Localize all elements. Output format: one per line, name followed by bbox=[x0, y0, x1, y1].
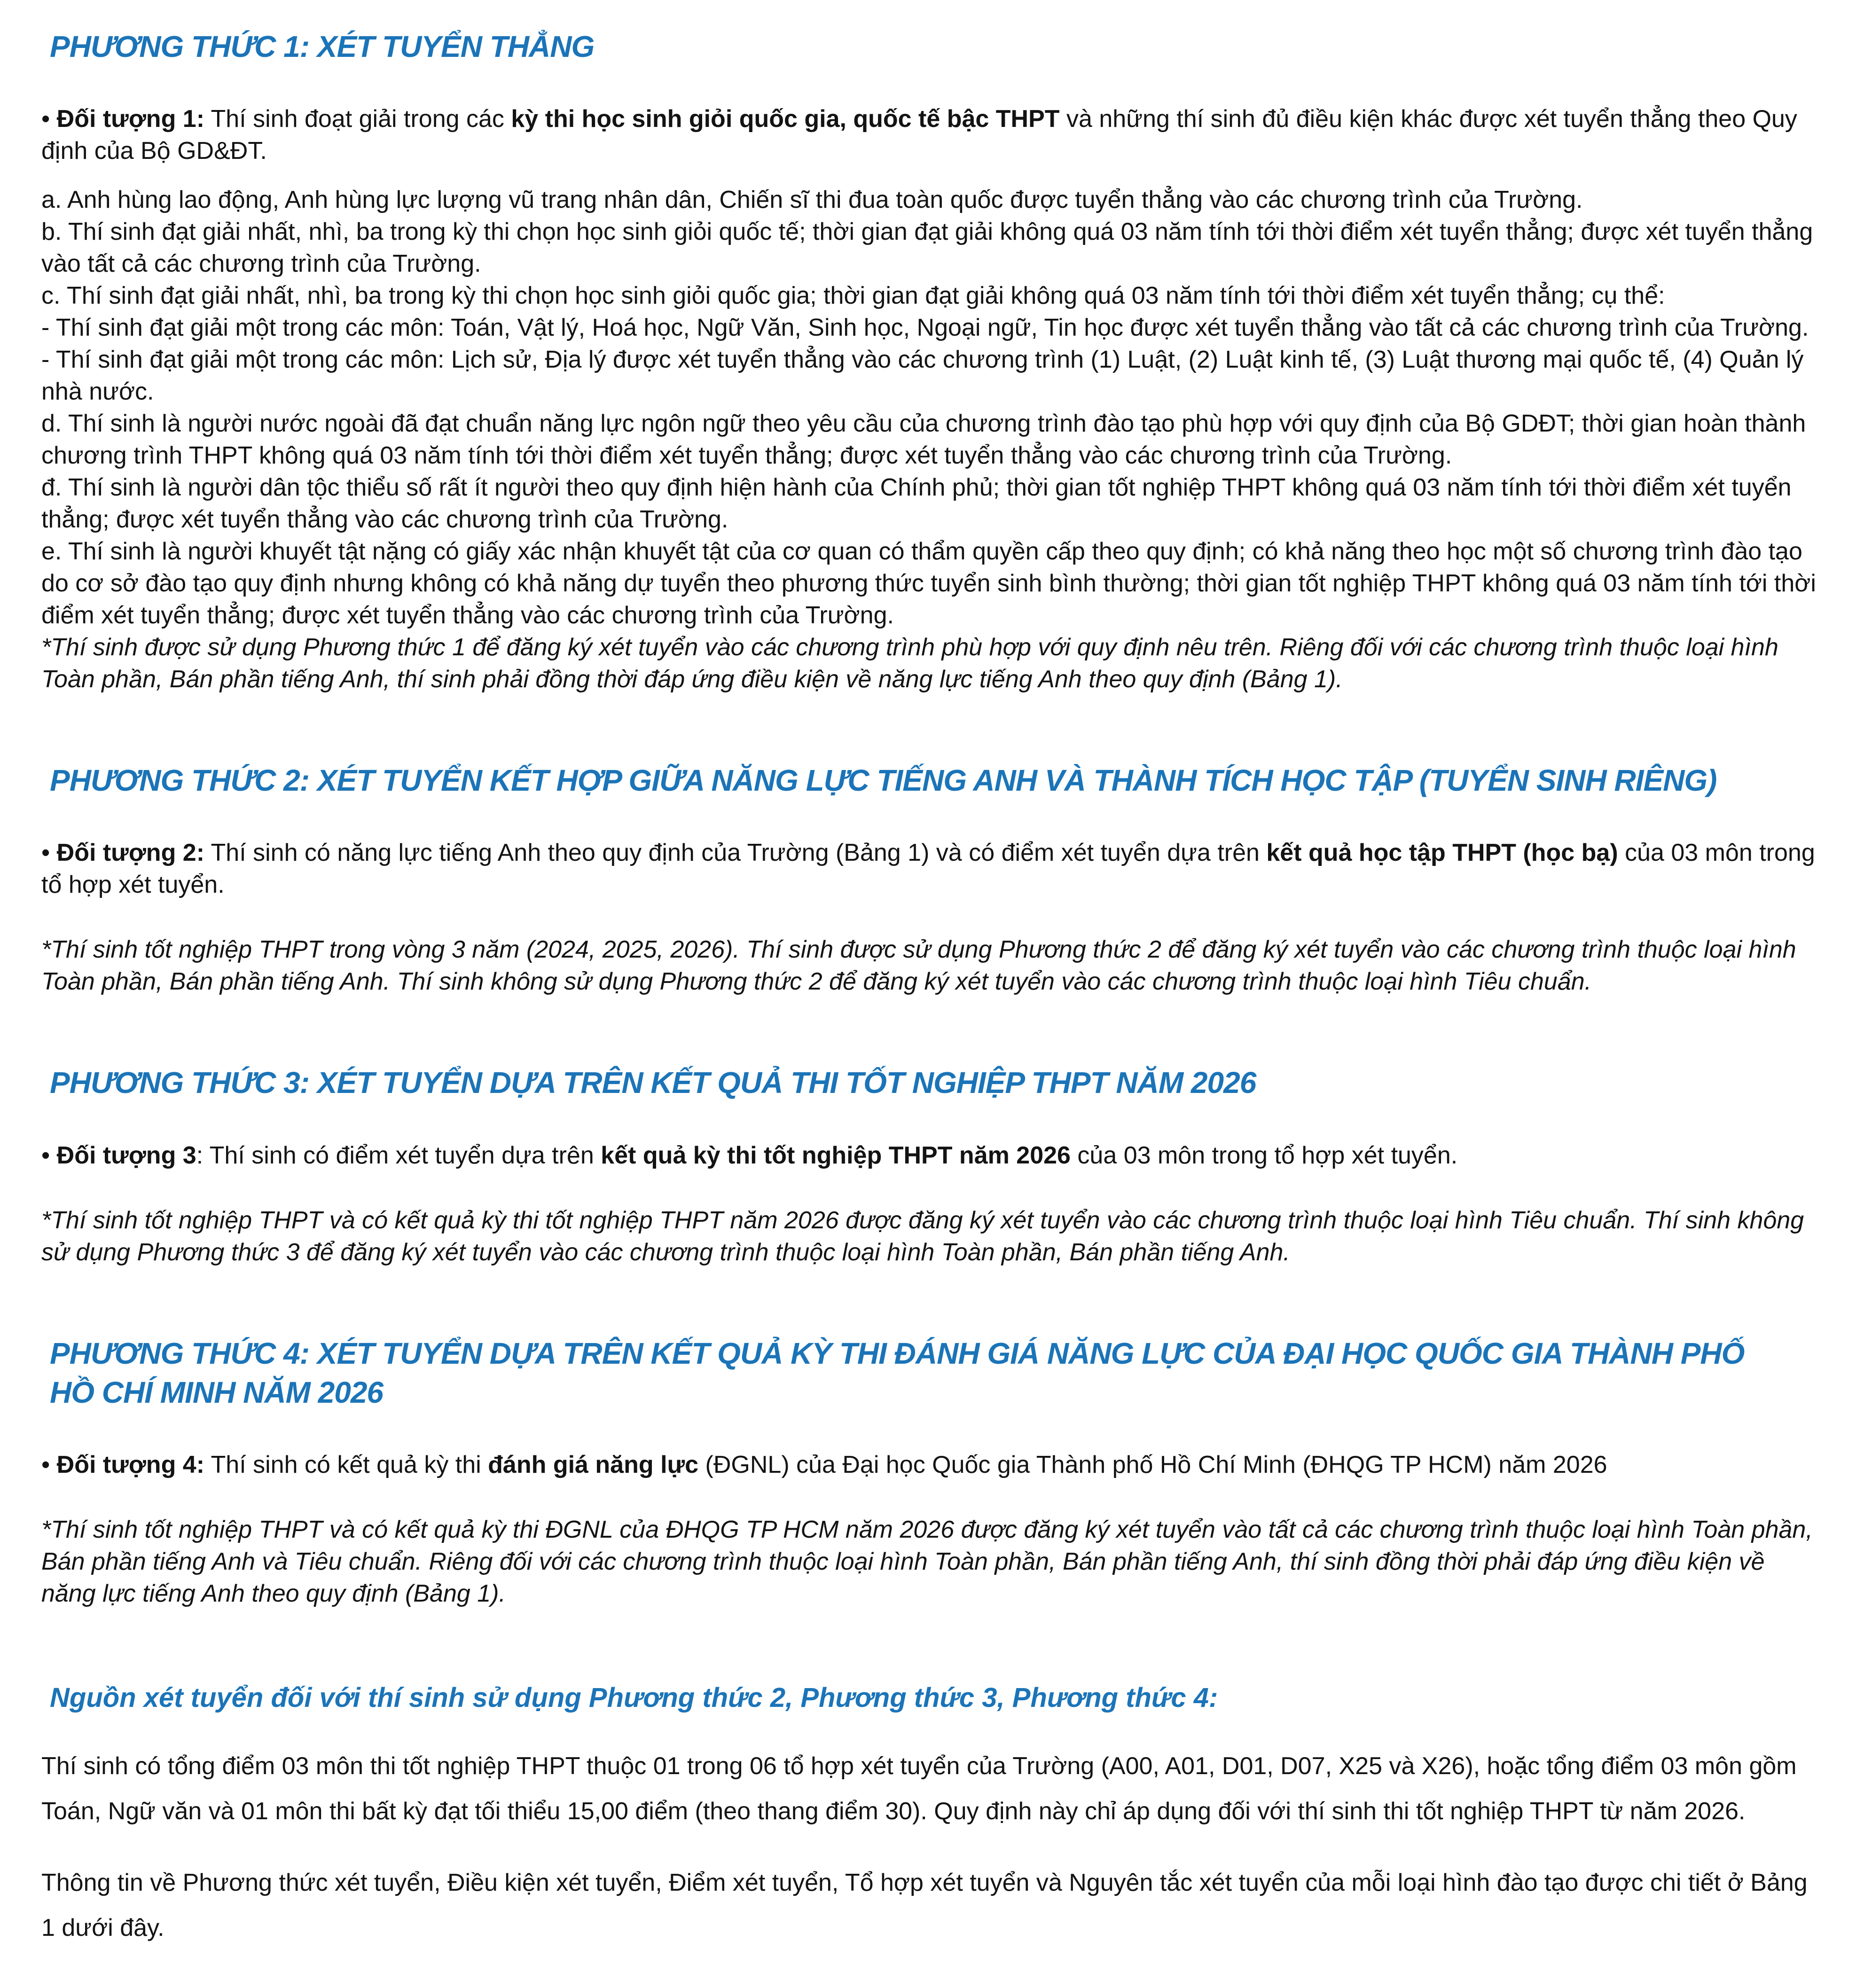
admission-source-paragraph: Thí sinh có tổng điểm 03 môn thi tốt nghiệp THPT thuộc 01 trong 06 tổ hợp xét tuyển của Trường (A00, A01, D01, D07, X25 và X26), hoặc tổng điểm 03 môn gồm Toán, Ngữ văn và 01 môn thi bất kỳ đạt tối thiểu 15,00 điểm (theo thang điểm 30). Quy định này chỉ áp dụng đối với thí sinh thi tốt nghiệp THPT từ năm 2026. bbox=[41, 1752, 1797, 1825]
method-1-item-c-dash-2: - Thí sinh đạt giải một trong các môn: Lịch sử, Địa lý được xét tuyển thẳng vào các chương trình (1) Luật, (2) Luật kinh tế, (3) Luật thương mại quốc tế, (4) Quản lý nhà nước. bbox=[41, 346, 1804, 406]
method-4-heading: PHƯƠNG THỨC 4: XÉT TUYỂN DỰA TRÊN KẾT QUẢ KỲ THI ĐÁNH GIÁ NĂNG LỰC CỦA ĐẠI HỌC QUỐC GIA THÀNH PHỐ HỒ CHÍ MINH NĂM 2026 bbox=[50, 1336, 1745, 1409]
method-1-item-b: b. Thí sinh đạt giải nhất, nhì, ba trong kỳ thi chọn học sinh giỏi quốc tế; thời gian đạt giải không quá 03 năm tính tới thời điểm xét tuyển thẳng; được xét tuyển thẳng vào tất cả các chương trình của Trường. bbox=[41, 218, 1813, 278]
section-method-1 bbox=[41, 27, 1818, 695]
method-1-item-e: e. Thí sinh là người khuyết tật nặng có giấy xác nhận khuyết tật của cơ quan có thẩm quyền cấp theo quy định; có khả năng theo học một số chương trình đào tạo do cơ sở đào tạo quy định nhưng không có khả năng dự tuyển theo phương thức tuyển sinh bình thường; thời gian tốt nghiệp THPT không quá 03 năm tính tới thời điểm xét tuyển thẳng; được xét tuyển thẳng vào các chương trình của Trường. bbox=[41, 538, 1816, 629]
section-admission-source bbox=[41, 1680, 1818, 1950]
section-method-4 bbox=[41, 1334, 1818, 1610]
method-4-note: *Thí sinh tốt nghiệp THPT và có kết quả kỳ thi ĐGNL của ĐHQG TP HCM năm 2026 được đăng ký xét tuyển vào tất cả các chương trình thuộc loại hình Toàn phần, Bán phần tiếng Anh và Tiêu chuẩn. Riêng đối với các chương trình thuộc loại hình Toàn phần, Bán phần tiếng Anh, thí sinh đồng thời phải đáp ứng điều kiện về năng lực tiếng Anh theo quy định (Bảng 1). bbox=[41, 1516, 1813, 1607]
method-1-target-paragraph: • Đối tượng 1: Thí sinh đoạt giải trong các kỳ thi học sinh giỏi quốc gia, quốc tế bậc THPT và những thí sinh đủ điều kiện khác được xét tuyển thẳng theo Quy định của Bộ GD&ĐT. bbox=[41, 105, 1797, 165]
method-3-target-paragraph: • Đối tượng 3: Thí sinh có điểm xét tuyển dựa trên kết quả kỳ thi tốt nghiệp THPT năm 2026 của 03 môn trong tổ hợp xét tuyển. bbox=[41, 1141, 1458, 1169]
method-1-item-a: a. Anh hùng lao động, Anh hùng lực lượng vũ trang nhân dân, Chiến sĩ thi đua toàn quốc được tuyển thẳng vào các chương trình của Trường. bbox=[41, 186, 1583, 214]
method-3-note: *Thí sinh tốt nghiệp THPT và có kết quả kỳ thi tốt nghiệp THPT năm 2026 được đăng ký xét tuyển vào các chương trình thuộc loại hình Tiêu chuẩn. Thí sinh không sử dụng Phương thức 3 để đăng ký xét tuyển vào các chương trình thuộc loại hình Toàn phần, Bán phần tiếng Anh. bbox=[41, 1206, 1804, 1266]
section-method-2 bbox=[41, 761, 1818, 998]
method-1-heading: PHƯƠNG THỨC 1: XÉT TUYỂN THẲNG bbox=[50, 30, 595, 63]
method-1-item-c: c. Thí sinh đạt giải nhất, nhì, ba trong kỳ thi chọn học sinh giỏi quốc gia; thời gian đạt giải không quá 03 năm tính tới thời điểm xét tuyển thẳng; cụ thể: bbox=[41, 282, 1665, 310]
method-4-target-paragraph: • Đối tượng 4: Thí sinh có kết quả kỳ thi đánh giá năng lực (ĐGNL) của Đại học Quốc gia Thành phố Hồ Chí Minh (ĐHQG TP HCM) năm 2026 bbox=[41, 1451, 1607, 1478]
method-2-target-paragraph: • Đối tượng 2: Thí sinh có năng lực tiếng Anh theo quy định của Trường (Bảng 1) và có điểm xét tuyển dựa trên kết quả học tập THPT (học bạ) của 03 môn trong tổ hợp xét tuyển. bbox=[41, 839, 1815, 899]
method-2-note: *Thí sinh tốt nghiệp THPT trong vòng 3 năm (2024, 2025, 2026). Thí sinh được sử dụng Phương thức 2 để đăng ký xét tuyển vào các chương trình thuộc loại hình Toàn phần, Bán phần tiếng Anh. Thí sinh không sử dụng Phương thức 2 để đăng ký xét tuyển vào các chương trình thuộc loại hình Tiêu chuẩn. bbox=[41, 936, 1796, 996]
method-3-heading: PHƯƠNG THỨC 3: XÉT TUYỂN DỰA TRÊN KẾT QUẢ THI TỐT NGHIỆP THPT NĂM 2026 bbox=[50, 1066, 1256, 1100]
section-method-3 bbox=[41, 1063, 1818, 1268]
method-1-item-d: d. Thí sinh là người nước ngoài đã đạt chuẩn năng lực ngôn ngữ theo yêu cầu của chương trình đào tạo phù hợp với quy định của Bộ GDĐT; thời gian hoàn thành chương trình THPT không quá 03 năm tính tới thời điểm xét tuyển thẳng; được xét tuyển thẳng vào các chương trình của Trường. bbox=[41, 410, 1806, 470]
method-1-item-c-dash-1: - Thí sinh đạt giải một trong các môn: Toán, Vật lý, Hoá học, Ngữ Văn, Sinh học, Ngoại ngữ, Tin học được xét tuyển thẳng vào tất cả các chương trình của Trường. bbox=[41, 314, 1809, 342]
table-reference-paragraph: Thông tin về Phương thức xét tuyển, Điều kiện xét tuyển, Điểm xét tuyển, Tổ hợp xét tuyển và Nguyên tắc xét tuyển của mỗi loại hình đào tạo được chi tiết ở Bảng 1 dưới đây. bbox=[41, 1869, 1808, 1942]
method-1-note: *Thí sinh được sử dụng Phương thức 1 để đăng ký xét tuyển vào các chương trình phù hợp với quy định nêu trên. Riêng đối với các chương trình thuộc loại hình Toàn phần, Bán phần tiếng Anh, thí sinh phải đồng thời đáp ứng điều kiện về năng lực tiếng Anh theo quy định (Bảng 1). bbox=[41, 634, 1778, 693]
admission-source-heading: Nguồn xét tuyển đối với thí sinh sử dụng Phương thức 2, Phương thức 3, Phương thức 4: bbox=[50, 1682, 1218, 1713]
method-1-item-dd: đ. Thí sinh là người dân tộc thiểu số rất ít người theo quy định hiện hành của Chính phủ; thời gian tốt nghiệp THPT không quá 03 năm tính tới thời điểm xét tuyển thẳng; được xét tuyển thẳng vào các chương trình của Trường. bbox=[41, 474, 1792, 534]
method-2-heading: PHƯƠNG THỨC 2: XÉT TUYỂN KẾT HỢP GIỮA NĂNG LỰC TIẾNG ANH VÀ THÀNH TÍCH HỌC TẬP (TUYỂN SINH RIÊNG) bbox=[50, 763, 1717, 798]
